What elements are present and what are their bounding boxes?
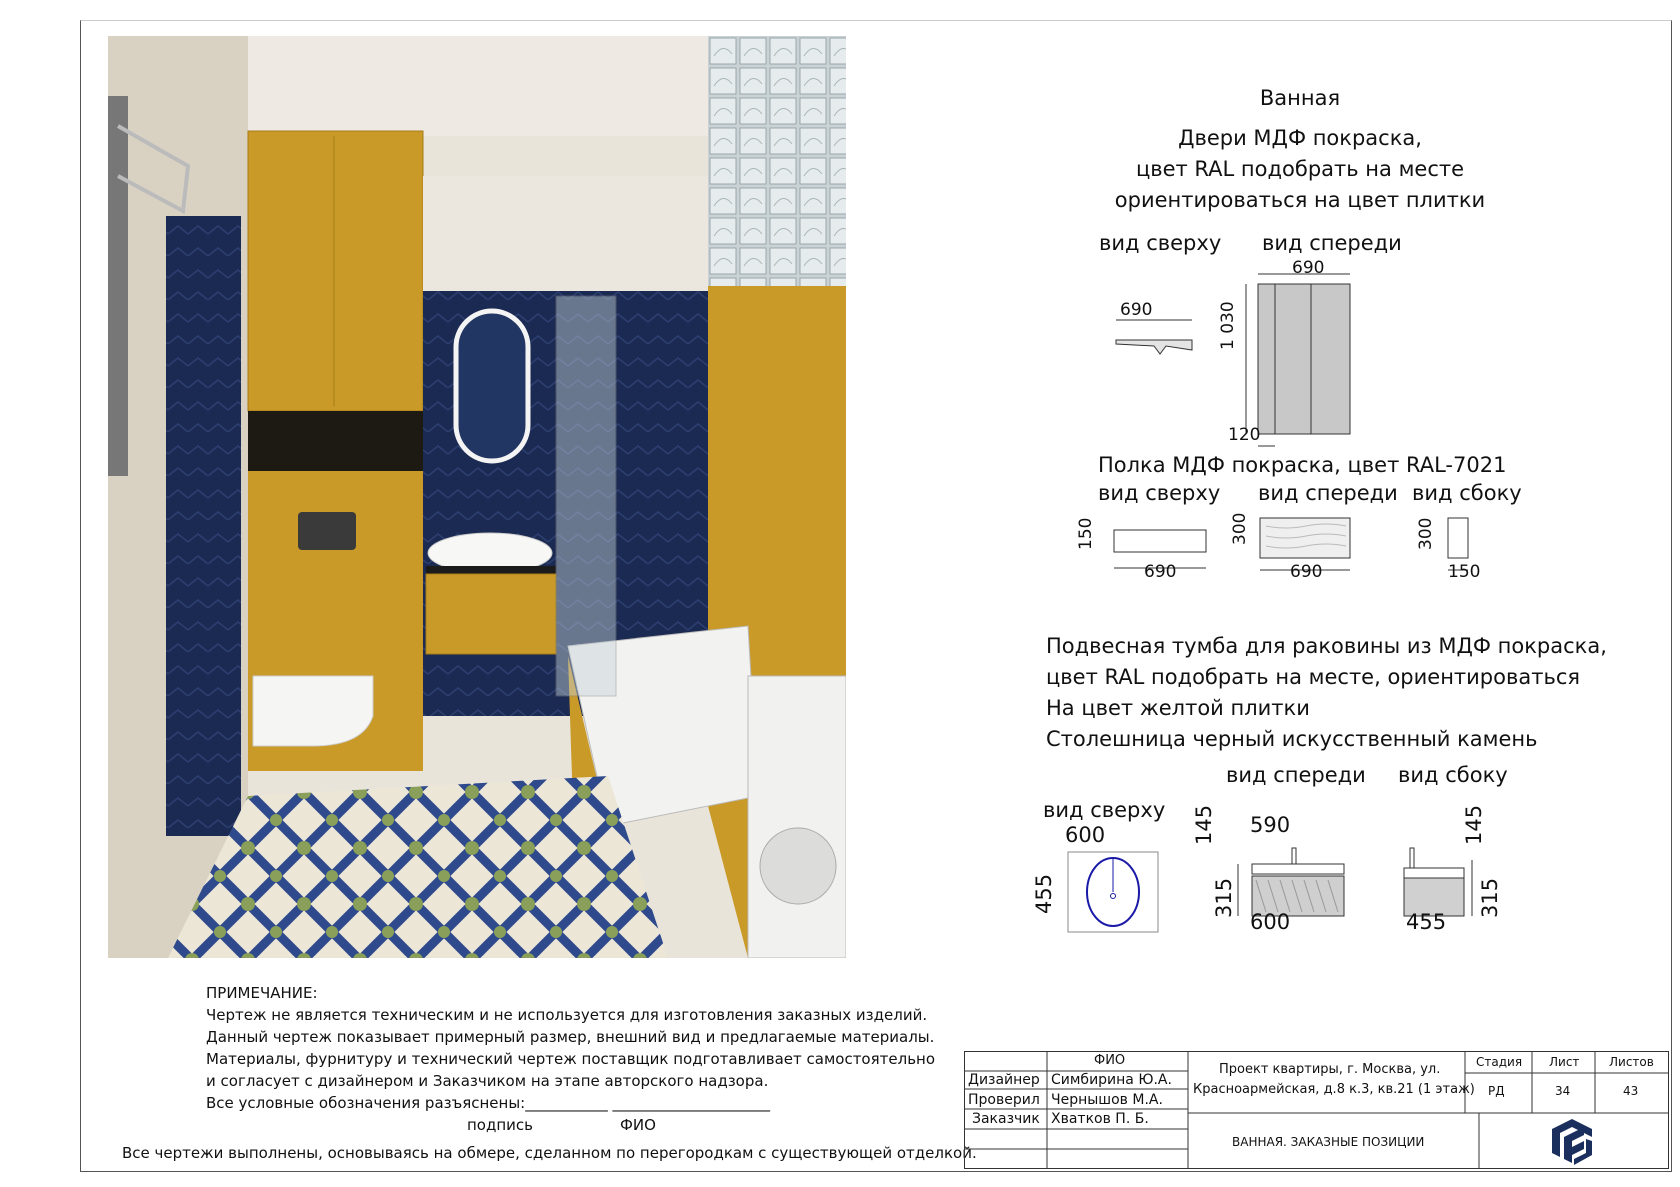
bath-title: Ванная <box>1259 86 1341 110</box>
doors-line-1: Двери МДФ покраска, <box>1178 126 1422 150</box>
vanity-top-width: 600 <box>1065 823 1106 847</box>
note-line-1: Чертеж не является техническим и не используется для изготовления заказных изделий. <box>206 1006 928 1024</box>
note-footer: Все чертежи выполнены, основываясь на обмере, сделанном по перегородкам с существующей отделкой. <box>122 1144 977 1162</box>
shelf-top-width: 690 <box>1144 562 1177 582</box>
title-block-sheet-label: Лист <box>1549 1055 1580 1069</box>
doors-front-height: 1 030 <box>1218 301 1238 350</box>
doors-line-3: ориентироваться на цвет плитки <box>1114 188 1486 212</box>
title-block-stage-label: Стадия <box>1476 1055 1523 1069</box>
bathroom-render-image <box>108 36 846 958</box>
shelf-view-top-label: вид сверху <box>1098 481 1221 505</box>
note-title: ПРИМЕЧАНИЕ: <box>206 984 318 1002</box>
title-block-sheets-value: 43 <box>1623 1084 1639 1098</box>
note-legend: Все условные обозначения разъяснены:___________ _____________________ <box>206 1094 770 1112</box>
vanity-line-4: Столешница черный искусственный камень <box>1046 727 1538 751</box>
note-fio-label: ФИО <box>620 1116 656 1134</box>
doors-view-top-label: вид сверху <box>1099 231 1222 255</box>
shelf-title: Полка МДФ покраска, цвет RAL-7021 <box>1098 453 1507 477</box>
title-block-stage-value: РД <box>1488 1084 1505 1098</box>
title-block-role-designer: Дизайнер <box>968 1072 1040 1088</box>
title-block-project-line-2: Красноармейская, д.8 к.3, кв.21 (1 этаж) <box>1193 1082 1475 1097</box>
note-line-2: Данный чертеж показывает примерный размер, внешний вид и предлагаемые материалы. <box>206 1028 935 1046</box>
title-block-role-customer: Заказчик <box>972 1111 1040 1127</box>
title-block-sheet-value: 34 <box>1555 1084 1571 1098</box>
vanity-side-sink-height: 145 <box>1462 804 1486 845</box>
doors-drawings <box>1100 250 1360 450</box>
doors-front-width: 690 <box>1292 258 1325 278</box>
note-line-4: и согласует с дизайнером и Заказчиком на этапе авторского надзора. <box>206 1072 769 1090</box>
title-block <box>964 1051 1669 1169</box>
title-block-name-checked: Чернышов М.А. <box>1051 1092 1163 1108</box>
note-line-3: Материалы, фурнитуру и технический чертеж поставщик подготавливает самостоятельно <box>206 1050 936 1068</box>
doors-view-front-label: вид спереди <box>1262 231 1402 255</box>
vanity-view-front-label: вид спереди <box>1226 763 1366 787</box>
vanity-side-body-height: 315 <box>1478 877 1502 918</box>
title-block-project-line-1: Проект квартиры, г. Москва, ул. <box>1219 1062 1441 1077</box>
company-logo <box>1544 1117 1600 1167</box>
shelf-side-height: 300 <box>1416 517 1436 550</box>
vanity-view-side-label: вид сбоку <box>1398 763 1508 787</box>
vanity-line-2: цвет RAL подобрать на месте, ориентироваться <box>1046 665 1581 689</box>
vanity-side-depth: 455 <box>1406 910 1447 934</box>
title-block-fio-header: ФИО <box>1094 1053 1126 1068</box>
title-block-name-designer: Симбирина Ю.А. <box>1051 1072 1172 1088</box>
title-block-drawing-title: ВАННАЯ. ЗАКАЗНЫЕ ПОЗИЦИИ <box>1232 1135 1425 1149</box>
doors-depth: 120 <box>1228 425 1261 445</box>
shelf-view-front-label: вид спереди <box>1258 481 1398 505</box>
vanity-front-top-width: 590 <box>1250 813 1291 837</box>
vanity-front-body-height: 315 <box>1212 877 1236 918</box>
vanity-front-sink-height: 145 <box>1192 804 1216 845</box>
doors-line-2: цвет RAL подобрать на месте <box>1135 157 1465 181</box>
vanity-line-1: Подвесная тумба для раковины из МДФ покраска, <box>1046 634 1607 658</box>
shelf-front-height: 300 <box>1230 512 1250 545</box>
shelf-side-depth: 150 <box>1448 562 1481 582</box>
shelf-top-depth: 150 <box>1076 517 1096 550</box>
title-block-role-checked: Проверил <box>968 1092 1040 1108</box>
shelf-front-width: 690 <box>1290 562 1323 582</box>
doors-top-width: 690 <box>1120 300 1153 320</box>
vanity-front-width: 600 <box>1250 910 1291 934</box>
note-signature-label: подпись <box>467 1116 533 1134</box>
vanity-top-depth: 455 <box>1032 873 1056 914</box>
title-block-sheets-label: Листов <box>1609 1055 1654 1069</box>
vanity-line-3: На цвет желтой плитки <box>1046 696 1310 720</box>
title-block-name-customer: Хватков П. Б. <box>1051 1111 1149 1127</box>
vanity-view-top-label: вид сверху <box>1043 798 1166 822</box>
shelf-view-side-label: вид сбоку <box>1412 481 1522 505</box>
